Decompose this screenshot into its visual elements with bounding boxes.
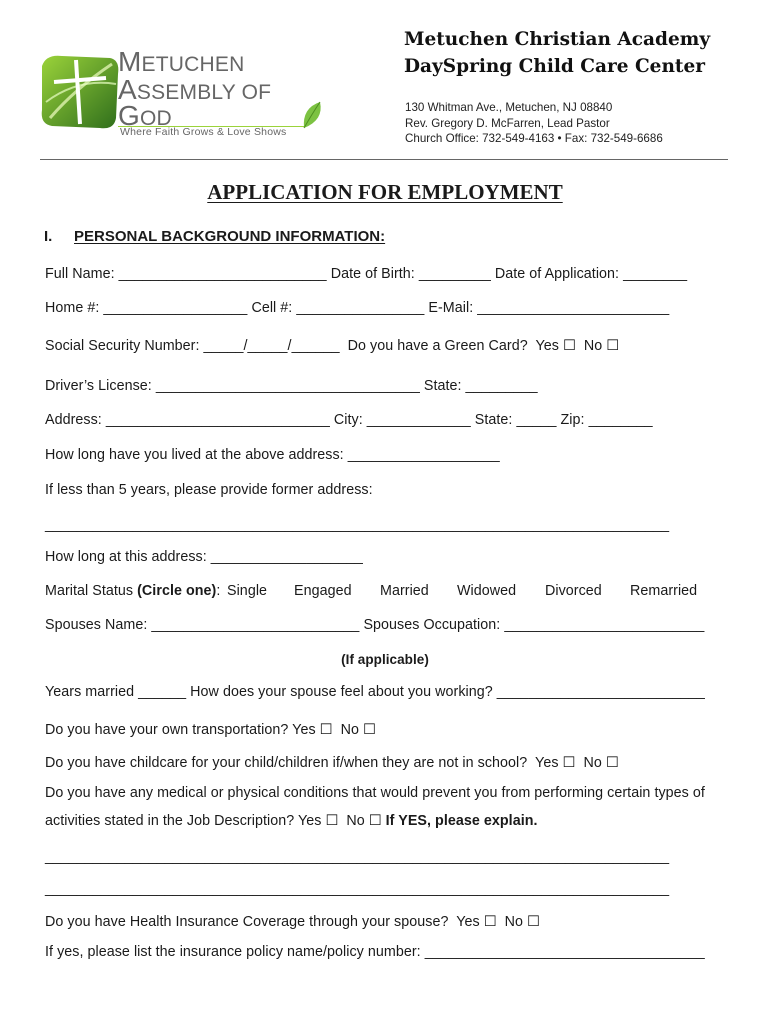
section-number: I.	[44, 228, 53, 245]
if-applicable-note: (If applicable)	[341, 652, 429, 667]
circle-one-text: (Circle one)	[137, 583, 217, 599]
marital-status-label	[45, 583, 220, 599]
years-married-line[interactable]: Years married ______ How does your spouse feel about you working? __________________________	[45, 684, 705, 700]
section-title: PERSONAL BACKGROUND INFORMATION:	[74, 228, 386, 245]
spouse-line[interactable]: Spouses Name: __________________________ Spouses Occupation: _________________________	[45, 617, 705, 633]
logo-initial-letter: M	[118, 46, 142, 77]
drivers-license-line[interactable]: Driver’s License: _________________________________ State: _________	[45, 378, 538, 394]
explain-blank-2[interactable]: ______________________________________________________________________________	[45, 881, 670, 897]
medical-answer-line[interactable]	[45, 813, 538, 829]
insurance-line[interactable]: Do you have Health Insurance Coverage through your spouse? Yes ☐ No ☐	[45, 914, 540, 930]
marital-label-text: Marital Status	[45, 583, 138, 599]
page-title: APPLICATION FOR EMPLOYMENT	[207, 180, 563, 204]
ssn-green-card-line[interactable]: Social Security Number: _____/_____/______ Do you have a Green Card? Yes ☐ No ☐	[45, 338, 620, 354]
childcare-line[interactable]: Do you have childcare for your child/children if/when they are not in school? Yes ☐ No ☐	[45, 755, 619, 771]
org-address: 130 Whitman Ave., Metuchen, NJ 08840	[405, 101, 613, 114]
former-address-label: If less than 5 years, please provide former address:	[45, 482, 373, 498]
logo-initial-letter: G	[118, 100, 140, 131]
how-long-line[interactable]: How long have you lived at the above address: ___________________	[45, 447, 500, 463]
marital-option-remarried[interactable]: Remarried	[630, 583, 698, 599]
org-name-daycare: DaySpring Child Care Center	[404, 56, 705, 77]
how-long-this-address-line[interactable]: How long at this address: ___________________	[45, 549, 363, 565]
marital-colon: :	[216, 583, 221, 599]
cross-emblem-icon	[36, 48, 122, 134]
phones-email-line[interactable]: Home #: __________________ Cell #: ________________ E-Mail: ________________________	[45, 300, 670, 316]
marital-option-single[interactable]: Single	[227, 583, 268, 599]
former-address-blank[interactable]: ______________________________________________________________________________	[45, 517, 670, 533]
explain-blank-1[interactable]: ______________________________________________________________________________	[45, 849, 670, 865]
medical-answer-text: activities stated in the Job Description? Yes ☐ No ☐	[45, 813, 386, 829]
marital-option-widowed[interactable]: Widowed	[457, 583, 517, 599]
logo-line-rest: OD	[139, 107, 172, 130]
logo-tagline: Where Faith Grows & Love Shows	[120, 126, 287, 138]
policy-line[interactable]: If yes, please list the insurance policy name/policy number: ___________________________________	[45, 944, 705, 960]
org-phones: Church Office: 732-549-4163 • Fax: 732-549-6686	[405, 132, 663, 145]
full-name-line[interactable]: Full Name: __________________________ Date of Birth: _________ Date of Application: ________	[45, 266, 688, 282]
header-divider	[40, 159, 728, 160]
marital-option-married[interactable]: Married	[380, 583, 429, 599]
logo-initial-letter: A	[118, 74, 137, 105]
transportation-line[interactable]: Do you have your own transportation? Yes ☐ No ☐	[45, 722, 376, 738]
marital-option-divorced[interactable]: Divorced	[545, 583, 602, 599]
org-name-academy: Metuchen Christian Academy	[404, 29, 711, 50]
marital-option-engaged[interactable]: Engaged	[294, 583, 352, 599]
logo-line-rest: SSEMBLY OF	[136, 81, 272, 104]
address-line[interactable]: Address: ____________________________ City: _____________ State: _____ Zip: ________	[45, 412, 653, 428]
org-pastor: Rev. Gregory D. McFarren, Lead Pastor	[405, 117, 610, 130]
if-yes-explain: If YES, please explain.	[385, 813, 538, 829]
logo-line-rest: ETUCHEN	[141, 53, 245, 76]
medical-question-line: Do you have any medical or physical conditions that would prevent you from performing certain types of	[45, 785, 705, 801]
